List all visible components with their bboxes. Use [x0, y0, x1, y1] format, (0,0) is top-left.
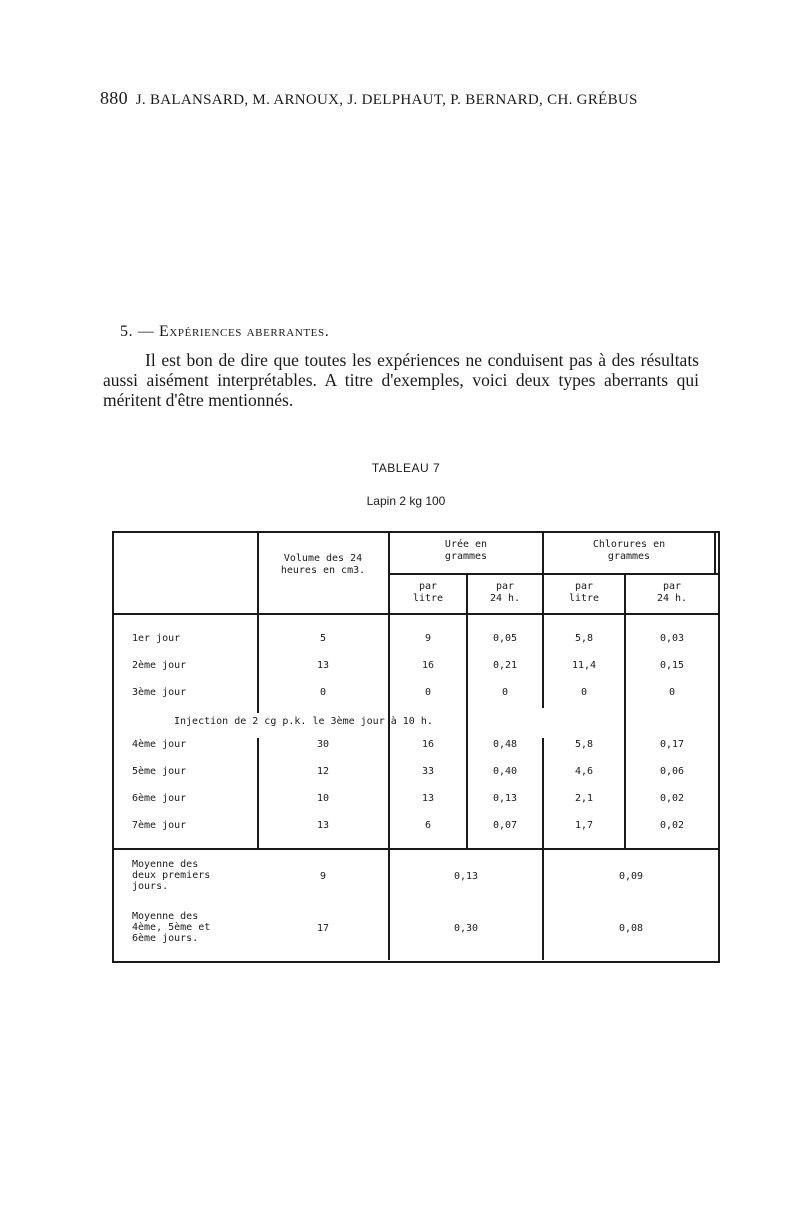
header-uree [390, 539, 542, 563]
header-uree-par-24h [468, 581, 542, 605]
table-row [114, 660, 718, 674]
subheader-text: par litre [412, 581, 444, 604]
injection-note: Injection de 2 cg p.k. le 3ème jour à 10 h. [174, 716, 433, 727]
cell-uree-litre: 16 [421, 660, 435, 671]
row-label: 6ème jour [132, 793, 187, 804]
cell-chl-24h: 0,03 [659, 633, 685, 644]
table-title: TABLEAU 7 [371, 461, 441, 475]
header-chl-par-24h [626, 581, 718, 605]
cell-uree-24h: 0,21 [492, 660, 518, 671]
average-chlorures: 0,09 [618, 871, 644, 882]
table-row [114, 633, 718, 647]
subheader-text: par 24 h. [656, 581, 688, 604]
table-divider [624, 575, 626, 850]
average-label [132, 911, 252, 944]
cell-volume: 10 [316, 793, 330, 804]
cell-chl-litre: 4,6 [574, 766, 594, 777]
header-volume-text: Volume des 24 heures en cm3. [280, 553, 366, 576]
average-chlorures: 0,08 [618, 923, 644, 934]
average-volume: 9 [319, 871, 327, 882]
row-label: 1er jour [132, 633, 181, 644]
table-divider [466, 575, 468, 850]
average-volume: 17 [316, 923, 330, 934]
cell-volume: 0 [319, 687, 327, 698]
average-uree: 0,30 [453, 923, 479, 934]
section-number: 5. — [120, 323, 155, 340]
cell-volume: 12 [316, 766, 330, 777]
cell-uree-litre: 16 [421, 739, 435, 750]
row-label: 3ème jour [132, 687, 187, 698]
cell-uree-24h: 0,13 [492, 793, 518, 804]
subheader-text: par litre [568, 581, 600, 604]
average-row [114, 859, 718, 901]
header-chlorures-text: Chlorures en grammes [592, 539, 666, 562]
average-label [132, 859, 252, 892]
cell-volume: 5 [319, 633, 327, 644]
cell-uree-litre: 33 [421, 766, 435, 777]
paragraph-text: Il est bon de dire que toutes les expériences ne conduisent pas à des résultats aussi aisément interprétables. A titre d'exemples, voici deux types aberrants qui méritent d'être mentionnés. [103, 350, 699, 410]
cell-uree-litre: 0 [424, 687, 432, 698]
running-header [100, 88, 638, 109]
cell-chl-litre: 2,1 [574, 793, 594, 804]
table-row [114, 793, 718, 807]
cell-chl-24h: 0 [668, 687, 676, 698]
cell-uree-litre: 9 [424, 633, 432, 644]
cell-chl-24h: 0,15 [659, 660, 685, 671]
row-label: 4ème jour [132, 739, 187, 750]
average-label-line: 4ème, 5ème et [132, 922, 211, 933]
cell-uree-24h: 0,48 [492, 739, 518, 750]
average-label-line: Moyenne des [132, 911, 199, 922]
average-label-line: Moyenne des [132, 859, 199, 870]
row-label: 5ème jour [132, 766, 187, 777]
section-title: Expériences aberrantes. [159, 323, 330, 340]
cell-uree-24h: 0,40 [492, 766, 518, 777]
cell-volume: 13 [316, 820, 330, 831]
cell-chl-24h: 0,17 [659, 739, 685, 750]
cell-uree-24h: 0 [501, 687, 509, 698]
table-row [114, 820, 718, 834]
cell-chl-24h: 0,02 [659, 793, 685, 804]
average-row [114, 911, 718, 953]
cell-chl-24h: 0,02 [659, 820, 685, 831]
data-table [112, 531, 720, 963]
cell-uree-litre: 6 [424, 820, 432, 831]
row-label: 7ème jour [132, 820, 187, 831]
cell-chl-litre: 5,8 [574, 739, 594, 750]
header-uree-par-litre [390, 581, 466, 605]
cell-uree-24h: 0,05 [492, 633, 518, 644]
page-number: 880 [100, 88, 128, 108]
table-row [114, 687, 718, 701]
average-label-line: deux premiers [132, 870, 211, 881]
author-line: J. BALANSARD, M. ARNOUX, J. DELPHAUT, P. BERNARD, CH. GRÉBUS [135, 92, 638, 108]
cell-chl-litre: 5,8 [574, 633, 594, 644]
row-label: 2ème jour [132, 660, 187, 671]
header-volume [259, 553, 387, 577]
table-rule [388, 573, 718, 575]
section-heading [120, 323, 329, 341]
average-label-line: jours. [132, 881, 169, 892]
average-uree: 0,13 [453, 871, 479, 882]
cell-uree-24h: 0,07 [492, 820, 518, 831]
cell-chl-24h: 0,06 [659, 766, 685, 777]
table-rule [114, 848, 718, 850]
table-subtitle: Lapin 2 kg 100 [366, 494, 446, 508]
table-row [114, 739, 718, 753]
table-divider [714, 533, 716, 575]
average-label-line: 6ème jours. [132, 933, 199, 944]
cell-chl-litre: 1,7 [574, 820, 594, 831]
cell-volume: 13 [316, 660, 330, 671]
table-rule [114, 613, 718, 615]
body-paragraph [103, 350, 699, 410]
header-chlorures [544, 539, 714, 563]
header-chl-par-litre [544, 581, 624, 605]
cell-uree-litre: 13 [421, 793, 435, 804]
cell-volume: 30 [316, 739, 330, 750]
table-row [114, 766, 718, 780]
subheader-text: par 24 h. [489, 581, 521, 604]
cell-chl-litre: 11,4 [571, 660, 597, 671]
cell-chl-litre: 0 [580, 687, 588, 698]
header-uree-text: Urée en grammes [444, 539, 488, 562]
